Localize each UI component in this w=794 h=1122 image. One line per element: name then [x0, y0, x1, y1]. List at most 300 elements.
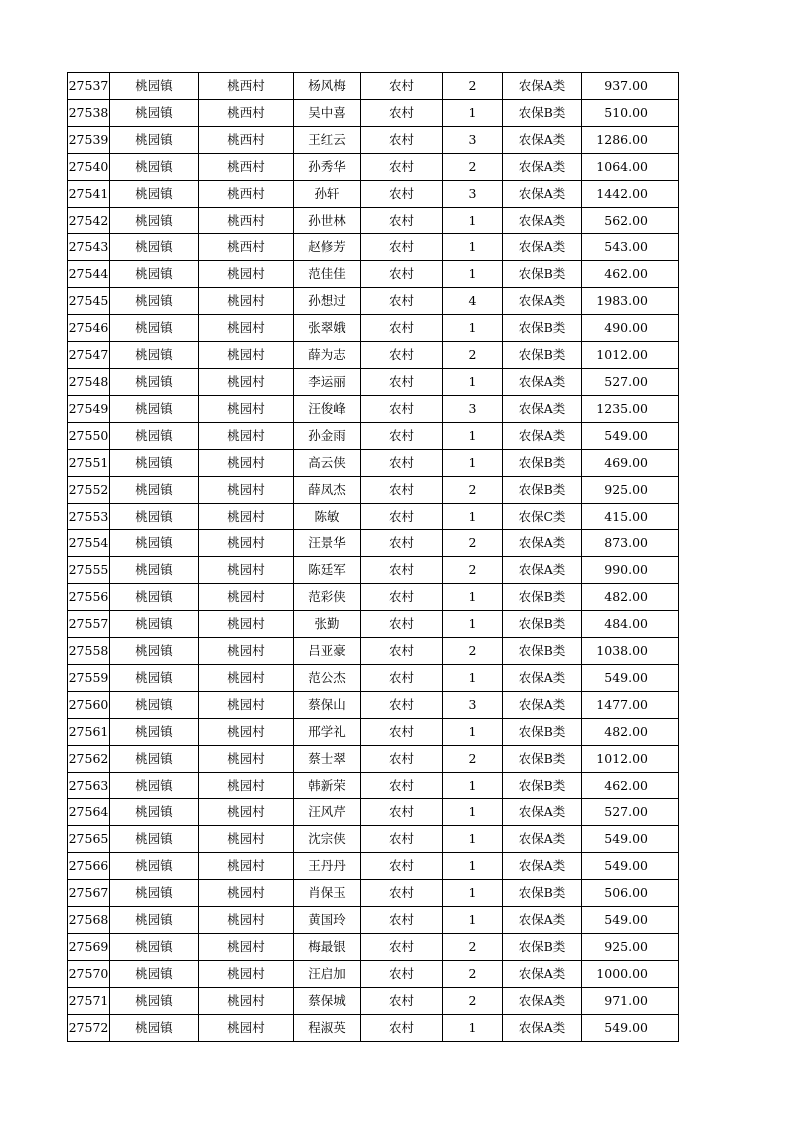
- name-cell: 吕亚豪: [294, 638, 361, 665]
- town-cell: 桃园镇: [110, 342, 199, 369]
- table-row: [68, 476, 679, 503]
- name-cell: 范彩侠: [294, 584, 361, 611]
- record-id-cell: 27568: [68, 907, 110, 934]
- amount-cell: 484.00: [582, 611, 679, 638]
- household-size-cell: 1: [443, 368, 503, 395]
- town-cell: 桃园镇: [110, 315, 199, 342]
- table-row: [68, 584, 679, 611]
- town-cell: 桃园镇: [110, 772, 199, 799]
- category-cell: 农保A类: [503, 395, 582, 422]
- name-cell: 梅最银: [294, 934, 361, 961]
- village-cell: 桃西村: [199, 73, 294, 100]
- record-id-cell: 27571: [68, 987, 110, 1014]
- village-cell: 桃园村: [199, 261, 294, 288]
- area-type-cell: 农村: [361, 907, 443, 934]
- household-size-cell: 2: [443, 153, 503, 180]
- table-row: [68, 718, 679, 745]
- category-cell: 农保A类: [503, 987, 582, 1014]
- village-cell: 桃园村: [199, 584, 294, 611]
- village-cell: 桃园村: [199, 664, 294, 691]
- household-size-cell: 1: [443, 261, 503, 288]
- category-cell: 农保C类: [503, 503, 582, 530]
- amount-cell: 549.00: [582, 664, 679, 691]
- record-id-cell: 27543: [68, 234, 110, 261]
- record-id-cell: 27541: [68, 180, 110, 207]
- village-cell: 桃西村: [199, 126, 294, 153]
- area-type-cell: 农村: [361, 73, 443, 100]
- area-type-cell: 农村: [361, 207, 443, 234]
- record-id-cell: 27567: [68, 880, 110, 907]
- record-id-cell: 27540: [68, 153, 110, 180]
- table-row: [68, 153, 679, 180]
- category-cell: 农保B类: [503, 261, 582, 288]
- category-cell: 农保A类: [503, 207, 582, 234]
- table-row: [68, 261, 679, 288]
- area-type-cell: 农村: [361, 153, 443, 180]
- town-cell: 桃园镇: [110, 395, 199, 422]
- household-size-cell: 1: [443, 422, 503, 449]
- area-type-cell: 农村: [361, 180, 443, 207]
- town-cell: 桃园镇: [110, 664, 199, 691]
- amount-cell: 925.00: [582, 934, 679, 961]
- household-size-cell: 3: [443, 180, 503, 207]
- area-type-cell: 农村: [361, 395, 443, 422]
- record-id-cell: 27559: [68, 664, 110, 691]
- household-size-cell: 3: [443, 395, 503, 422]
- name-cell: 高云侠: [294, 449, 361, 476]
- village-cell: 桃西村: [199, 180, 294, 207]
- town-cell: 桃园镇: [110, 422, 199, 449]
- area-type-cell: 农村: [361, 960, 443, 987]
- household-size-cell: 1: [443, 853, 503, 880]
- table-row: [68, 234, 679, 261]
- record-id-cell: 27556: [68, 584, 110, 611]
- town-cell: 桃园镇: [110, 584, 199, 611]
- record-id-cell: 27542: [68, 207, 110, 234]
- area-type-cell: 农村: [361, 691, 443, 718]
- area-type-cell: 农村: [361, 880, 443, 907]
- name-cell: 范佳佳: [294, 261, 361, 288]
- amount-cell: 527.00: [582, 368, 679, 395]
- area-type-cell: 农村: [361, 718, 443, 745]
- area-type-cell: 农村: [361, 342, 443, 369]
- name-cell: 蔡保山: [294, 691, 361, 718]
- village-cell: 桃园村: [199, 611, 294, 638]
- village-cell: 桃园村: [199, 987, 294, 1014]
- name-cell: 薛凤杰: [294, 476, 361, 503]
- town-cell: 桃园镇: [110, 611, 199, 638]
- record-id-cell: 27566: [68, 853, 110, 880]
- amount-cell: 415.00: [582, 503, 679, 530]
- household-size-cell: 1: [443, 449, 503, 476]
- household-size-cell: 2: [443, 638, 503, 665]
- amount-cell: 1442.00: [582, 180, 679, 207]
- town-cell: 桃园镇: [110, 153, 199, 180]
- name-cell: 邢学礼: [294, 718, 361, 745]
- area-type-cell: 农村: [361, 449, 443, 476]
- category-cell: 农保A类: [503, 826, 582, 853]
- category-cell: 农保B类: [503, 584, 582, 611]
- record-id-cell: 27546: [68, 315, 110, 342]
- record-id-cell: 27553: [68, 503, 110, 530]
- category-cell: 农保A类: [503, 234, 582, 261]
- village-cell: 桃园村: [199, 422, 294, 449]
- table-body: [68, 73, 679, 1042]
- name-cell: 杨风梅: [294, 73, 361, 100]
- town-cell: 桃园镇: [110, 261, 199, 288]
- amount-cell: 462.00: [582, 261, 679, 288]
- category-cell: 农保B类: [503, 99, 582, 126]
- amount-cell: 549.00: [582, 1014, 679, 1041]
- name-cell: 赵修芳: [294, 234, 361, 261]
- name-cell: 孙秀华: [294, 153, 361, 180]
- category-cell: 农保A类: [503, 530, 582, 557]
- village-cell: 桃园村: [199, 907, 294, 934]
- village-cell: 桃西村: [199, 207, 294, 234]
- town-cell: 桃园镇: [110, 880, 199, 907]
- household-size-cell: 4: [443, 288, 503, 315]
- category-cell: 农保B类: [503, 342, 582, 369]
- village-cell: 桃园村: [199, 691, 294, 718]
- category-cell: 农保B类: [503, 638, 582, 665]
- household-size-cell: 1: [443, 664, 503, 691]
- table-row: [68, 422, 679, 449]
- village-cell: 桃西村: [199, 234, 294, 261]
- record-id-cell: 27572: [68, 1014, 110, 1041]
- name-cell: 汪风芹: [294, 799, 361, 826]
- household-size-cell: 2: [443, 745, 503, 772]
- amount-cell: 937.00: [582, 73, 679, 100]
- table-row: [68, 73, 679, 100]
- amount-cell: 549.00: [582, 907, 679, 934]
- record-id-cell: 27555: [68, 557, 110, 584]
- village-cell: 桃园村: [199, 449, 294, 476]
- town-cell: 桃园镇: [110, 934, 199, 961]
- category-cell: 农保B类: [503, 934, 582, 961]
- name-cell: 孙想过: [294, 288, 361, 315]
- record-id-cell: 27549: [68, 395, 110, 422]
- area-type-cell: 农村: [361, 557, 443, 584]
- record-id-cell: 27554: [68, 530, 110, 557]
- category-cell: 农保B类: [503, 611, 582, 638]
- amount-cell: 549.00: [582, 422, 679, 449]
- name-cell: 王丹丹: [294, 853, 361, 880]
- record-id-cell: 27547: [68, 342, 110, 369]
- village-cell: 桃园村: [199, 315, 294, 342]
- town-cell: 桃园镇: [110, 503, 199, 530]
- town-cell: 桃园镇: [110, 288, 199, 315]
- table-row: [68, 99, 679, 126]
- name-cell: 王红云: [294, 126, 361, 153]
- village-cell: 桃园村: [199, 880, 294, 907]
- village-cell: 桃园村: [199, 638, 294, 665]
- table-row: [68, 772, 679, 799]
- records-table: [67, 72, 679, 1042]
- area-type-cell: 农村: [361, 1014, 443, 1041]
- table-row: [68, 126, 679, 153]
- household-size-cell: 1: [443, 1014, 503, 1041]
- category-cell: 农保A类: [503, 368, 582, 395]
- amount-cell: 527.00: [582, 799, 679, 826]
- record-id-cell: 27563: [68, 772, 110, 799]
- record-id-cell: 27544: [68, 261, 110, 288]
- name-cell: 黄国玲: [294, 907, 361, 934]
- category-cell: 农保B类: [503, 315, 582, 342]
- town-cell: 桃园镇: [110, 180, 199, 207]
- record-id-cell: 27562: [68, 745, 110, 772]
- household-size-cell: 2: [443, 476, 503, 503]
- name-cell: 韩新荣: [294, 772, 361, 799]
- amount-cell: 1012.00: [582, 745, 679, 772]
- area-type-cell: 农村: [361, 503, 443, 530]
- record-id-cell: 27558: [68, 638, 110, 665]
- name-cell: 孙金雨: [294, 422, 361, 449]
- table-row: [68, 207, 679, 234]
- amount-cell: 510.00: [582, 99, 679, 126]
- amount-cell: 549.00: [582, 826, 679, 853]
- area-type-cell: 农村: [361, 530, 443, 557]
- town-cell: 桃园镇: [110, 826, 199, 853]
- household-size-cell: 1: [443, 799, 503, 826]
- amount-cell: 1012.00: [582, 342, 679, 369]
- record-id-cell: 27548: [68, 368, 110, 395]
- town-cell: 桃园镇: [110, 907, 199, 934]
- area-type-cell: 农村: [361, 826, 443, 853]
- amount-cell: 925.00: [582, 476, 679, 503]
- name-cell: 张翠娥: [294, 315, 361, 342]
- area-type-cell: 农村: [361, 476, 443, 503]
- table-row: [68, 745, 679, 772]
- village-cell: 桃园村: [199, 476, 294, 503]
- household-size-cell: 2: [443, 342, 503, 369]
- record-id-cell: 27560: [68, 691, 110, 718]
- area-type-cell: 农村: [361, 611, 443, 638]
- category-cell: 农保A类: [503, 853, 582, 880]
- village-cell: 桃园村: [199, 342, 294, 369]
- table-row: [68, 449, 679, 476]
- name-cell: 蔡士翠: [294, 745, 361, 772]
- town-cell: 桃园镇: [110, 638, 199, 665]
- amount-cell: 1000.00: [582, 960, 679, 987]
- town-cell: 桃园镇: [110, 1014, 199, 1041]
- village-cell: 桃园村: [199, 799, 294, 826]
- town-cell: 桃园镇: [110, 476, 199, 503]
- area-type-cell: 农村: [361, 368, 443, 395]
- name-cell: 汪启加: [294, 960, 361, 987]
- table-row: [68, 638, 679, 665]
- name-cell: 张勤: [294, 611, 361, 638]
- amount-cell: 1235.00: [582, 395, 679, 422]
- town-cell: 桃园镇: [110, 853, 199, 880]
- name-cell: 蔡保城: [294, 987, 361, 1014]
- area-type-cell: 农村: [361, 987, 443, 1014]
- household-size-cell: 1: [443, 772, 503, 799]
- household-size-cell: 1: [443, 826, 503, 853]
- village-cell: 桃园村: [199, 1014, 294, 1041]
- name-cell: 汪俊峰: [294, 395, 361, 422]
- category-cell: 农保B类: [503, 476, 582, 503]
- household-size-cell: 1: [443, 880, 503, 907]
- household-size-cell: 3: [443, 691, 503, 718]
- area-type-cell: 农村: [361, 664, 443, 691]
- record-id-cell: 27538: [68, 99, 110, 126]
- record-id-cell: 27557: [68, 611, 110, 638]
- town-cell: 桃园镇: [110, 987, 199, 1014]
- record-id-cell: 27552: [68, 476, 110, 503]
- area-type-cell: 农村: [361, 315, 443, 342]
- area-type-cell: 农村: [361, 799, 443, 826]
- household-size-cell: 1: [443, 718, 503, 745]
- town-cell: 桃园镇: [110, 745, 199, 772]
- record-id-cell: 27561: [68, 718, 110, 745]
- record-id-cell: 27564: [68, 799, 110, 826]
- area-type-cell: 农村: [361, 853, 443, 880]
- category-cell: 农保A类: [503, 126, 582, 153]
- area-type-cell: 农村: [361, 126, 443, 153]
- household-size-cell: 1: [443, 315, 503, 342]
- name-cell: 肖保玉: [294, 880, 361, 907]
- table-row: [68, 853, 679, 880]
- household-size-cell: 1: [443, 907, 503, 934]
- category-cell: 农保B类: [503, 880, 582, 907]
- table-row: [68, 934, 679, 961]
- village-cell: 桃园村: [199, 530, 294, 557]
- category-cell: 农保A类: [503, 180, 582, 207]
- table-row: [68, 1014, 679, 1041]
- area-type-cell: 农村: [361, 772, 443, 799]
- category-cell: 农保A类: [503, 422, 582, 449]
- village-cell: 桃园村: [199, 772, 294, 799]
- household-size-cell: 2: [443, 987, 503, 1014]
- category-cell: 农保A类: [503, 960, 582, 987]
- category-cell: 农保B类: [503, 718, 582, 745]
- amount-cell: 506.00: [582, 880, 679, 907]
- town-cell: 桃园镇: [110, 126, 199, 153]
- area-type-cell: 农村: [361, 934, 443, 961]
- village-cell: 桃园村: [199, 288, 294, 315]
- record-id-cell: 27570: [68, 960, 110, 987]
- name-cell: 李运丽: [294, 368, 361, 395]
- village-cell: 桃园村: [199, 718, 294, 745]
- village-cell: 桃园村: [199, 557, 294, 584]
- household-size-cell: 1: [443, 99, 503, 126]
- record-id-cell: 27565: [68, 826, 110, 853]
- town-cell: 桃园镇: [110, 691, 199, 718]
- category-cell: 农保A类: [503, 557, 582, 584]
- village-cell: 桃园村: [199, 368, 294, 395]
- name-cell: 范公杰: [294, 664, 361, 691]
- town-cell: 桃园镇: [110, 73, 199, 100]
- amount-cell: 1983.00: [582, 288, 679, 315]
- household-size-cell: 2: [443, 530, 503, 557]
- town-cell: 桃园镇: [110, 234, 199, 261]
- village-cell: 桃园村: [199, 960, 294, 987]
- household-size-cell: 3: [443, 126, 503, 153]
- table-row: [68, 342, 679, 369]
- amount-cell: 990.00: [582, 557, 679, 584]
- name-cell: 孙世林: [294, 207, 361, 234]
- amount-cell: 490.00: [582, 315, 679, 342]
- household-size-cell: 2: [443, 934, 503, 961]
- village-cell: 桃园村: [199, 503, 294, 530]
- area-type-cell: 农村: [361, 422, 443, 449]
- area-type-cell: 农村: [361, 584, 443, 611]
- town-cell: 桃园镇: [110, 449, 199, 476]
- town-cell: 桃园镇: [110, 207, 199, 234]
- village-cell: 桃园村: [199, 745, 294, 772]
- name-cell: 程淑英: [294, 1014, 361, 1041]
- amount-cell: 549.00: [582, 853, 679, 880]
- record-id-cell: 27569: [68, 934, 110, 961]
- table-row: [68, 368, 679, 395]
- table-row: [68, 907, 679, 934]
- area-type-cell: 农村: [361, 288, 443, 315]
- village-cell: 桃园村: [199, 826, 294, 853]
- category-cell: 农保A类: [503, 907, 582, 934]
- table-row: [68, 315, 679, 342]
- name-cell: 陈敏: [294, 503, 361, 530]
- record-id-cell: 27539: [68, 126, 110, 153]
- table-row: [68, 611, 679, 638]
- table-row: [68, 288, 679, 315]
- amount-cell: 562.00: [582, 207, 679, 234]
- category-cell: 农保A类: [503, 153, 582, 180]
- town-cell: 桃园镇: [110, 557, 199, 584]
- amount-cell: 1064.00: [582, 153, 679, 180]
- household-size-cell: 1: [443, 503, 503, 530]
- household-size-cell: 1: [443, 234, 503, 261]
- record-id-cell: 27537: [68, 73, 110, 100]
- household-size-cell: 2: [443, 73, 503, 100]
- town-cell: 桃园镇: [110, 799, 199, 826]
- table-row: [68, 826, 679, 853]
- household-size-cell: 1: [443, 611, 503, 638]
- category-cell: 农保B类: [503, 772, 582, 799]
- area-type-cell: 农村: [361, 234, 443, 261]
- household-size-cell: 1: [443, 584, 503, 611]
- category-cell: 农保A类: [503, 691, 582, 718]
- record-id-cell: 27545: [68, 288, 110, 315]
- category-cell: 农保A类: [503, 73, 582, 100]
- table-row: [68, 799, 679, 826]
- town-cell: 桃园镇: [110, 99, 199, 126]
- village-cell: 桃西村: [199, 153, 294, 180]
- area-type-cell: 农村: [361, 261, 443, 288]
- amount-cell: 1038.00: [582, 638, 679, 665]
- name-cell: 沈宗侠: [294, 826, 361, 853]
- category-cell: 农保A类: [503, 799, 582, 826]
- category-cell: 农保A类: [503, 1014, 582, 1041]
- name-cell: 陈廷军: [294, 557, 361, 584]
- village-cell: 桃园村: [199, 853, 294, 880]
- amount-cell: 469.00: [582, 449, 679, 476]
- amount-cell: 1477.00: [582, 691, 679, 718]
- table-row: [68, 880, 679, 907]
- village-cell: 桃园村: [199, 395, 294, 422]
- area-type-cell: 农村: [361, 745, 443, 772]
- table-row: [68, 395, 679, 422]
- name-cell: 孙轩: [294, 180, 361, 207]
- amount-cell: 971.00: [582, 987, 679, 1014]
- table-row: [68, 664, 679, 691]
- name-cell: 汪景华: [294, 530, 361, 557]
- amount-cell: 482.00: [582, 584, 679, 611]
- village-cell: 桃西村: [199, 99, 294, 126]
- table-row: [68, 180, 679, 207]
- amount-cell: 1286.00: [582, 126, 679, 153]
- category-cell: 农保A类: [503, 664, 582, 691]
- table-row: [68, 987, 679, 1014]
